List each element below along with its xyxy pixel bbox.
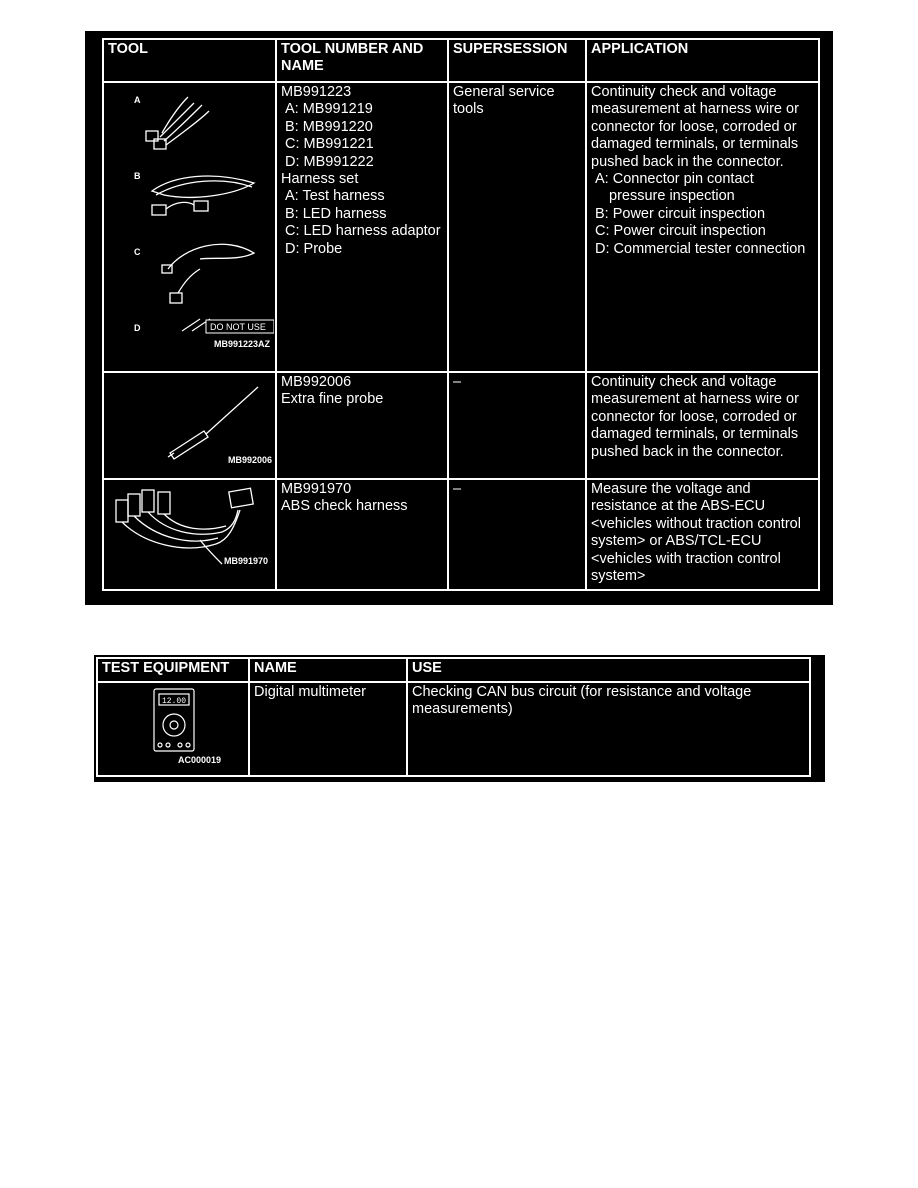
application-line: system> bbox=[591, 568, 646, 585]
application-line: pushed back in the connector. bbox=[591, 443, 784, 460]
tool-name: Harness set bbox=[281, 171, 359, 188]
tool-subname-b: B: LED harness bbox=[285, 205, 387, 222]
test-equipment-table bbox=[96, 657, 811, 777]
application-cell bbox=[586, 82, 819, 372]
application-line: damaged terminals, or terminals bbox=[591, 136, 799, 153]
application-line: damaged terminals, or terminals bbox=[591, 426, 799, 443]
tool-name: Extra fine probe bbox=[281, 391, 384, 408]
application-cell bbox=[586, 479, 819, 590]
application-line: Continuity check and voltage bbox=[591, 374, 777, 390]
application-line: <vehicles without traction control bbox=[591, 515, 801, 532]
image-caption: AC000019 bbox=[178, 755, 222, 765]
tool-subname-a: A: Test harness bbox=[285, 188, 385, 205]
led-harness-adaptor-drawing bbox=[162, 244, 254, 303]
tool-subname-d: D: Probe bbox=[285, 240, 343, 257]
supersession-cell bbox=[448, 479, 586, 590]
application-line: connector for loose, corroded or bbox=[591, 118, 797, 135]
extra-fine-probe-illustration bbox=[104, 373, 274, 478]
table-row bbox=[103, 82, 819, 372]
tool-image-cell bbox=[103, 82, 276, 372]
application-line: system> or ABS/TCL-ECU bbox=[591, 533, 762, 550]
header-use: USE bbox=[407, 658, 810, 682]
supersession-cell bbox=[448, 82, 586, 372]
tool-subpart-a: A: MB991219 bbox=[285, 101, 373, 118]
do-not-use-label: DO NOT USE bbox=[210, 322, 266, 332]
tool-number: MB992006 bbox=[281, 374, 352, 390]
tool-number: MB991223 bbox=[281, 84, 352, 100]
use-line: Checking CAN bus circuit (for resistance and voltage bbox=[412, 684, 752, 700]
tool-image-cell bbox=[103, 479, 276, 590]
application-line: <vehicles with traction control bbox=[591, 550, 781, 567]
application-line: resistance at the ABS-ECU bbox=[591, 498, 766, 515]
application-line: pushed back in the connector. bbox=[591, 153, 784, 170]
check-harness-drawing bbox=[116, 488, 253, 564]
tool-number-cell bbox=[276, 372, 448, 479]
application-line: D: Commercial tester connection bbox=[595, 240, 806, 257]
test-harness-drawing bbox=[146, 97, 209, 149]
application-line: Continuity check and voltage bbox=[591, 84, 777, 100]
header-application: APPLICATION bbox=[586, 39, 819, 82]
application-line: measurement at harness wire or bbox=[591, 101, 799, 118]
use-line: measurements) bbox=[412, 701, 513, 718]
application-line: C: Power circuit inspection bbox=[595, 223, 766, 240]
digital-multimeter-illustration bbox=[98, 683, 248, 775]
table-header-row bbox=[103, 39, 819, 82]
part-label-b: B bbox=[134, 171, 141, 181]
tool-number: MB991970 bbox=[281, 481, 352, 497]
supersession-line: – bbox=[453, 374, 462, 390]
table-row bbox=[97, 682, 810, 776]
harness-set-illustration bbox=[104, 83, 274, 371]
tool-name: ABS check harness bbox=[281, 498, 408, 515]
header-test-equipment: TEST EQUIPMENT bbox=[97, 658, 249, 682]
header-supersession: SUPERSESSION bbox=[448, 39, 586, 82]
header-tool-number-and-name: TOOL NUMBER AND NAME bbox=[276, 39, 448, 82]
table-row bbox=[103, 479, 819, 590]
multimeter-icon bbox=[154, 689, 194, 751]
tool-subpart-c: C: MB991221 bbox=[285, 136, 374, 153]
special-tools-table bbox=[102, 38, 820, 591]
special-tools-panel bbox=[85, 31, 833, 605]
table-row bbox=[103, 372, 819, 479]
supersession-line: tools bbox=[453, 101, 484, 118]
application-line: connector for loose, corroded or bbox=[591, 408, 797, 425]
led-harness-drawing bbox=[152, 176, 254, 215]
table-header-row bbox=[97, 658, 810, 682]
equipment-use-cell bbox=[407, 682, 810, 776]
tool-image-cell bbox=[103, 372, 276, 479]
tool-subname-c: C: LED harness adaptor bbox=[285, 223, 441, 240]
tool-number-cell bbox=[276, 82, 448, 372]
part-label-a: A bbox=[134, 95, 141, 105]
svg-text:12.00: 12.00 bbox=[162, 697, 187, 706]
tool-subpart-d: D: MB991222 bbox=[285, 153, 374, 170]
application-cell bbox=[586, 372, 819, 479]
application-line: Measure the voltage and bbox=[591, 481, 751, 497]
part-label-c: C bbox=[134, 247, 141, 257]
tool-number-cell bbox=[276, 479, 448, 590]
application-line: measurement at harness wire or bbox=[591, 391, 799, 408]
tool-subpart-b: B: MB991220 bbox=[285, 118, 373, 135]
application-line: B: Power circuit inspection bbox=[595, 205, 766, 222]
part-label-d: D bbox=[134, 323, 141, 333]
image-caption: MB991223AZ bbox=[214, 339, 271, 349]
header-name: NAME bbox=[249, 658, 407, 682]
equipment-name: Digital multimeter bbox=[254, 684, 366, 700]
abs-check-harness-illustration bbox=[104, 480, 274, 589]
supersession-line: General service bbox=[453, 84, 555, 100]
image-caption: MB991970 bbox=[224, 556, 269, 566]
equipment-name-cell bbox=[249, 682, 407, 776]
application-line: pressure inspection bbox=[609, 188, 735, 205]
test-equipment-panel bbox=[94, 655, 825, 782]
supersession-cell bbox=[448, 372, 586, 479]
equipment-image-cell bbox=[97, 682, 249, 776]
header-tool: TOOL bbox=[103, 39, 276, 82]
application-line: A: Connector pin contact bbox=[595, 171, 754, 188]
image-caption: MB992006 bbox=[228, 455, 273, 465]
supersession-line: – bbox=[453, 481, 462, 497]
probe-drawing bbox=[168, 387, 258, 459]
